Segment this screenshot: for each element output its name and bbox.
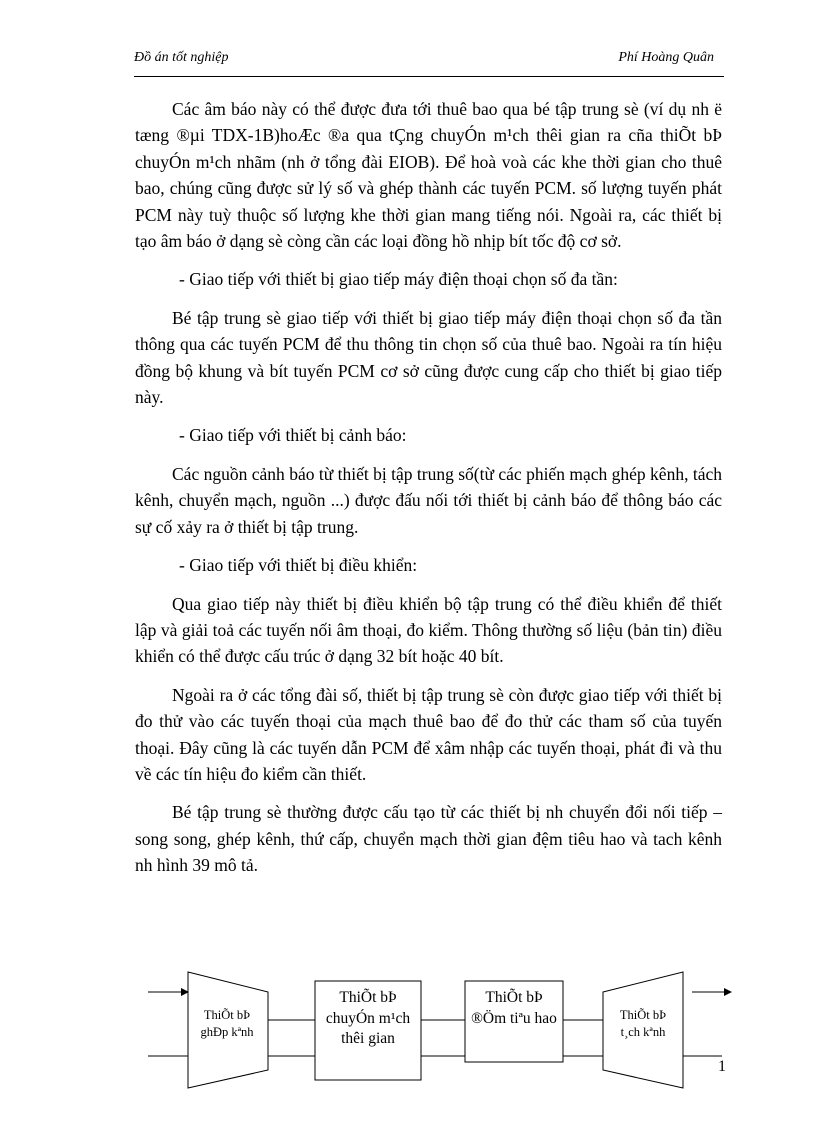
demux-block-label: ThiÕt bÞ t¸ch kªnh bbox=[619, 1008, 667, 1039]
paragraph-tone-signals: Các âm báo này có thể được đưa tới thuê bao qua bé tập trung sè (ví dụ nh ë tæng ®µi TDX-1B)hoÆc ®a qua tÇng chuyÓn m¹ch thêi gian ra cña thiÕt bÞ chuyÓn m¹ch nhãm (nh ở tổng đài EIOB). Để hoà voà các khe thời gian cho thuê bao, chúng cũng được sử lý số và ghép thành các tuyến PCM. số lượng tuyến phát PCM này tuỳ thuộc số lượng khe thời gian mang tiếng nói. Ngoài ra, các thiết bị tạo âm báo ở dạng sè còng cần các loại đồng hồ nhịp bít tốc độ cơ sở. bbox=[135, 99, 722, 252]
heading-control-interface: - Giao tiếp với thiết bị điều khiển: bbox=[179, 555, 418, 576]
page-header bbox=[134, 50, 720, 70]
heading-alarm-interface: - Giao tiếp với thiết bị cảnh báo: bbox=[179, 425, 407, 446]
buffer-block bbox=[471, 988, 557, 1058]
page-number: 1 bbox=[718, 1058, 726, 1075]
mux-block bbox=[194, 1007, 260, 1065]
paragraph-test-interface: Ngoài ra ở các tổng đài số, thiết bị tập trung sè còn được giao tiếp với thiết bị đo thử vào các tuyến thoại của mạch thuê bao để đo thử các tham số của tuyến thoại. Đây cũng là các tuyến dẫn PCM để xâm nhập các tuyến thoại, phát đi và thu về các tín hiệu đo kiểm cần thiết. bbox=[135, 684, 722, 784]
buffer-block-label: ThiÕt bÞ ®Öm tiªu hao bbox=[471, 989, 557, 1027]
paragraph-structure: Bé tập trung sè thường được cấu tạo từ các thiết bị nh chuyển đổi nối tiếp – song song, ghép kênh, thứ cấp, chuyển mạch thời gian đệm tiêu hao và tach kênh nh hình 39 mô tả. bbox=[135, 802, 722, 876]
demux-block bbox=[610, 1007, 676, 1055]
body-text bbox=[135, 96, 722, 879]
header-author: Phí Hoàng Quân bbox=[618, 50, 714, 65]
switch-block-label: ThiÕt bÞ chuyÓn m¹ch thêi gian bbox=[325, 989, 411, 1047]
header-rule bbox=[134, 76, 724, 77]
heading-dtmf-interface: - Giao tiếp với thiết bị giao tiếp máy điện thoại chọn số đa tần: bbox=[179, 269, 618, 290]
header-title: Đồ án tốt nghiệp bbox=[134, 50, 229, 65]
paragraph-control-interface: Qua giao tiếp này thiết bị điều khiển bộ tập trung có thể điều khiển để thiết lập và giải toả các tuyến nối âm thoại, đo kiểm. Thông thường số liệu (bản tin) điều khiển có thể được cấu trúc ở dạng 32 bít hoặc 40 bít. bbox=[135, 593, 722, 667]
switch-block bbox=[321, 988, 415, 1076]
paragraph-dtmf-interface: Bé tập trung sè giao tiếp với thiết bị giao tiếp máy điện thoại chọn số đa tần thông qua các tuyến PCM để thu thông tin chọn số của thuê bao. Ngoài ra tín hiệu đồng bộ khung và bít tuyến PCM cơ sở cũng được cung cấp cho thiết bị giao tiếp này. bbox=[135, 307, 722, 408]
block-diagram bbox=[140, 955, 740, 1095]
paragraph-alarm-interface: Các nguồn cảnh báo từ thiết bị tập trung số(từ các phiến mạch ghép kênh, tách kênh, chuyển mạch, nguồn ...) được đấu nối tới thiết bị cảnh báo để thông báo các sự cố xảy ra ở thiết bị tập trung. bbox=[135, 463, 722, 537]
mux-block-label: ThiÕt bÞ ghÐp kªnh bbox=[200, 1008, 254, 1039]
